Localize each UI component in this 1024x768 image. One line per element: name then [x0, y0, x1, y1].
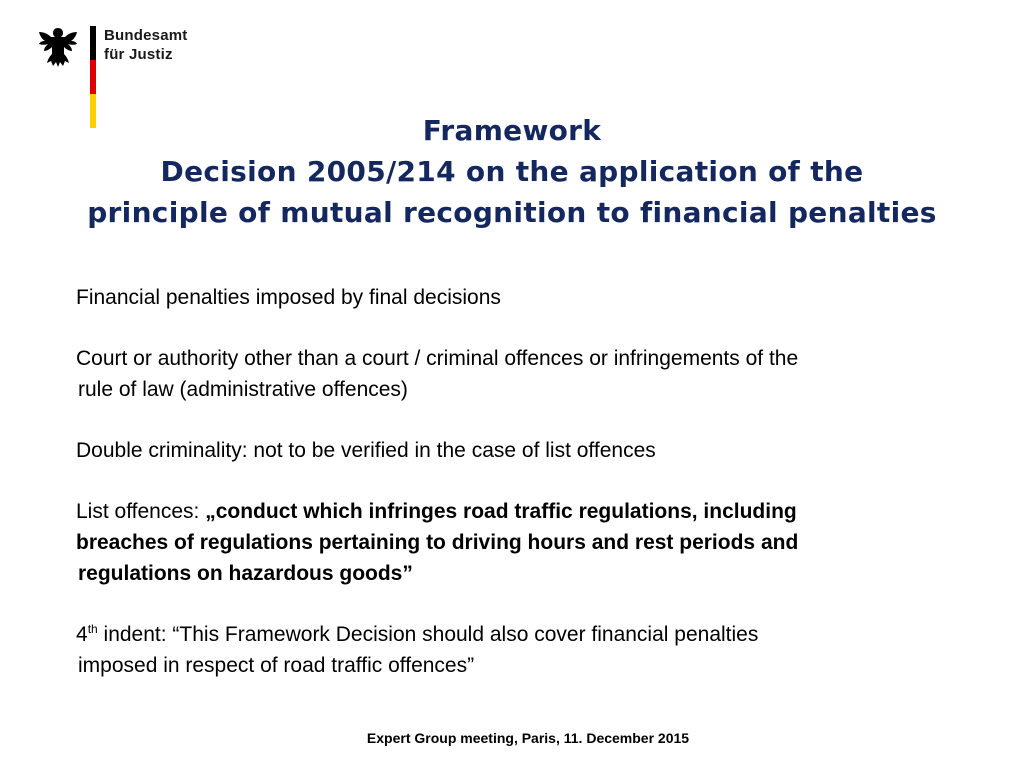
bullet-text: Court or authority other than a court / criminal offences or infringements of the [76, 347, 799, 370]
bullet-text: indent: “This Framework Decision should also cover financial penalties [97, 623, 759, 646]
bullet-item [40, 343, 980, 405]
title-line2: Decision 2005/214 on the application of the [160, 155, 864, 188]
bullet-text: Financial penalties imposed by final decisions [76, 286, 501, 309]
title-line3: principle of mutual recognition to financial penalties [87, 196, 937, 229]
bullet-prefix: List offences: [76, 500, 206, 523]
bullet-text: Double criminality: not to be verified in the case of list offences [76, 439, 656, 462]
bullet-quote-1: „conduct which infringes road traffic regulations, including [205, 500, 797, 523]
bullet-quote-2: breaches of regulations pertaining to driving hours and rest periods and [76, 531, 799, 554]
bullet-text-cont: rule of law (administrative offences) [78, 378, 408, 401]
bullet-item [40, 496, 980, 589]
bullet-quote-3: regulations on hazardous goods” [78, 562, 413, 585]
title-line1: Framework [422, 114, 602, 147]
indent-suffix: th [87, 622, 98, 636]
org-name [104, 26, 187, 64]
slide-title [0, 110, 1024, 233]
org-line2: für Justiz [104, 46, 173, 63]
bullet-item [40, 435, 980, 466]
org-line1: Bundesamt [104, 27, 188, 44]
footer: Expert Group meeting, Paris, 11. December 2015 [366, 730, 690, 746]
bullet-item [40, 282, 980, 313]
indent-number: 4 [76, 623, 88, 646]
bullet-item [40, 619, 980, 681]
bullet-text-cont: imposed in respect of road traffic offences” [78, 654, 475, 677]
eagle-icon [38, 26, 78, 68]
